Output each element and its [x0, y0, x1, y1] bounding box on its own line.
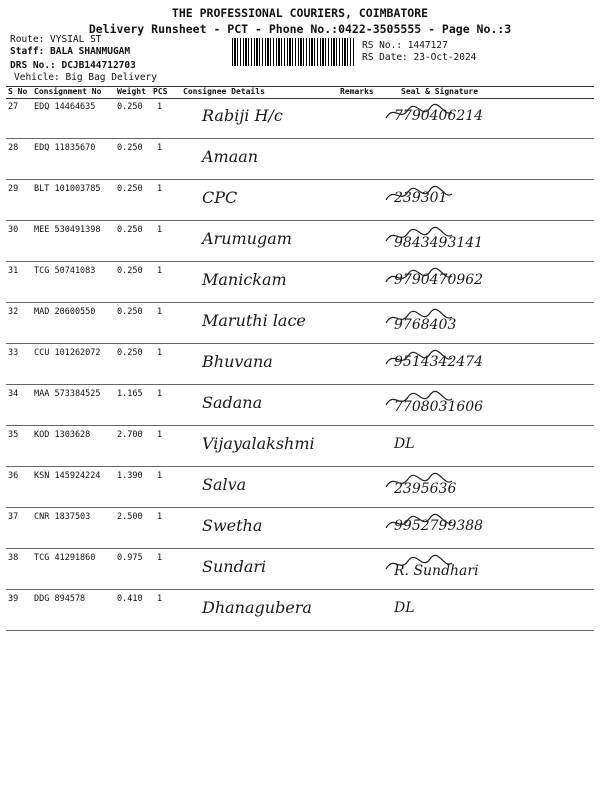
- table-row: [6, 180, 594, 221]
- consignment-cell: MAD 20600550: [34, 307, 96, 317]
- col-consignment: Consignment No: [34, 87, 102, 96]
- consignment-cell: MAA 573384525: [34, 389, 101, 399]
- sno-cell: 39: [8, 594, 19, 604]
- signature-handwritten: 2395636: [394, 481, 457, 497]
- col-consignee: Consignee Details: [183, 87, 265, 96]
- consignee-handwritten: Amaan: [202, 147, 259, 166]
- weight-cell: 0.250: [117, 184, 143, 194]
- weight-cell: 0.250: [117, 225, 143, 235]
- table-row: [6, 508, 594, 549]
- pcs-cell: 1: [157, 348, 163, 358]
- sno-cell: 32: [8, 307, 19, 317]
- table-row: [6, 303, 594, 344]
- signature-scribble-icon: [384, 266, 454, 288]
- consignee-handwritten: Rabiji H/c: [202, 106, 283, 125]
- pcs-cell: 1: [157, 102, 163, 112]
- sno-cell: 38: [8, 553, 19, 563]
- table-row: [6, 467, 594, 508]
- table-row: [6, 385, 594, 426]
- consignment-cell: TCG 41291860: [34, 553, 96, 563]
- pcs-cell: 1: [157, 430, 163, 440]
- consignment-cell: KSN 145924224: [34, 471, 101, 481]
- consignee-handwritten: Bhuvana: [202, 352, 273, 371]
- runsheet-subtitle: Delivery Runsheet - PCT - Phone No.:0422-3505555 - Page No.:3: [88, 22, 512, 36]
- consignment-cell: CCU 101262072: [34, 348, 101, 358]
- signature-scribble-icon: [384, 225, 454, 247]
- col-signature: Seal & Signature: [401, 87, 479, 96]
- pcs-cell: 1: [157, 553, 163, 563]
- signature-scribble-icon: [384, 389, 454, 411]
- weight-cell: 2.500: [117, 512, 143, 522]
- rs-no-text: RS No.: 1447127: [362, 40, 448, 51]
- sno-cell: 30: [8, 225, 19, 235]
- signature-handwritten: 9952799388: [394, 518, 484, 534]
- table-row: [6, 98, 594, 139]
- company-title: THE PROFESSIONAL COURIERS, COIMBATORE: [171, 6, 429, 20]
- staff-text: Staff: BALA SHANMUGAM: [10, 46, 131, 57]
- consignee-handwritten: Arumugam: [202, 229, 292, 248]
- table-row: [6, 549, 594, 590]
- consignee-handwritten: Vijayalakshmi: [202, 434, 315, 453]
- col-sno: S No: [8, 87, 28, 96]
- pcs-cell: 1: [157, 512, 163, 522]
- table-row: [6, 344, 594, 385]
- consignment-cell: DDG 894578: [34, 594, 86, 604]
- signature-handwritten: 9843493141: [394, 235, 484, 251]
- pcs-cell: 1: [157, 225, 163, 235]
- col-pcs: PCS: [153, 87, 168, 96]
- pcs-cell: 1: [157, 143, 163, 153]
- weight-cell: 0.975: [117, 553, 143, 563]
- signature-scribble-icon: [384, 102, 454, 124]
- sno-cell: 28: [8, 143, 19, 153]
- signature-handwritten: DL: [394, 600, 415, 616]
- table-row: [6, 426, 594, 467]
- drs-text: DRS No.: DCJB144712703: [10, 60, 136, 71]
- pcs-cell: 1: [157, 266, 163, 276]
- sno-cell: 29: [8, 184, 19, 194]
- barcode-icon: [232, 38, 355, 66]
- weight-cell: 1.390: [117, 471, 143, 481]
- consignment-cell: MEE 530491398: [34, 225, 101, 235]
- signature-scribble-icon: [384, 184, 454, 206]
- sno-cell: 31: [8, 266, 19, 276]
- table-row: [6, 262, 594, 303]
- signature-handwritten: 239301: [394, 190, 448, 206]
- weight-cell: 2.700: [117, 430, 143, 440]
- pcs-cell: 1: [157, 389, 163, 399]
- sno-cell: 33: [8, 348, 19, 358]
- signature-handwritten: 9768403: [394, 317, 457, 333]
- rs-date-text: RS Date: 23-Oct-2024: [362, 52, 477, 63]
- consignee-handwritten: Sundari: [202, 557, 267, 576]
- signature-scribble-icon: [384, 553, 454, 575]
- pcs-cell: 1: [157, 594, 163, 604]
- weight-cell: 0.250: [117, 266, 143, 276]
- sno-cell: 27: [8, 102, 19, 112]
- consignee-handwritten: Dhanagubera: [202, 598, 312, 617]
- consignment-cell: EDQ 14464635: [34, 102, 96, 112]
- route-text: Route: VYSIAL ST: [10, 34, 102, 45]
- consignee-handwritten: Sadana: [202, 393, 263, 412]
- consignment-cell: KOD 1303628: [34, 430, 91, 440]
- pcs-cell: 1: [157, 184, 163, 194]
- table-row: [6, 139, 594, 180]
- consignment-cell: BLT 101003785: [34, 184, 101, 194]
- signature-scribble-icon: [384, 512, 454, 534]
- sno-cell: 34: [8, 389, 19, 399]
- signature-scribble-icon: [384, 471, 454, 493]
- weight-cell: 0.250: [117, 143, 143, 153]
- weight-cell: 0.250: [117, 348, 143, 358]
- consignee-handwritten: Maruthi lace: [202, 311, 306, 330]
- weight-cell: 0.410: [117, 594, 143, 604]
- consignment-cell: EDQ 11835670: [34, 143, 96, 153]
- col-weight: Weight: [117, 87, 146, 96]
- weight-cell: 0.250: [117, 102, 143, 112]
- consignee-handwritten: Manickam: [202, 270, 287, 289]
- sno-cell: 35: [8, 430, 19, 440]
- pcs-cell: 1: [157, 307, 163, 317]
- consignment-cell: TCG 50741083: [34, 266, 96, 276]
- signature-handwritten: DL: [394, 436, 415, 452]
- vehicle-text: Vehicle: Big Bag Delivery: [14, 72, 157, 83]
- consignee-handwritten: CPC: [202, 188, 238, 207]
- signature-handwritten: 7708031606: [394, 399, 484, 415]
- consignee-handwritten: Swetha: [202, 516, 263, 535]
- col-remarks: Remarks: [340, 87, 374, 96]
- signature-scribble-icon: [384, 307, 454, 329]
- signature-handwritten: R. Sundhari: [394, 563, 479, 579]
- signature-handwritten: 9790470962: [394, 272, 484, 288]
- weight-cell: 0.250: [117, 307, 143, 317]
- sno-cell: 37: [8, 512, 19, 522]
- table-row: [6, 590, 594, 631]
- signature-handwritten: 9514342474: [394, 354, 484, 370]
- weight-cell: 1.165: [117, 389, 143, 399]
- sno-cell: 36: [8, 471, 19, 481]
- consignment-cell: CNR 1837503: [34, 512, 91, 522]
- table-row: [6, 221, 594, 262]
- pcs-cell: 1: [157, 471, 163, 481]
- signature-handwritten: 7790406214: [394, 108, 484, 124]
- consignee-handwritten: Salva: [202, 475, 247, 494]
- signature-scribble-icon: [384, 348, 454, 370]
